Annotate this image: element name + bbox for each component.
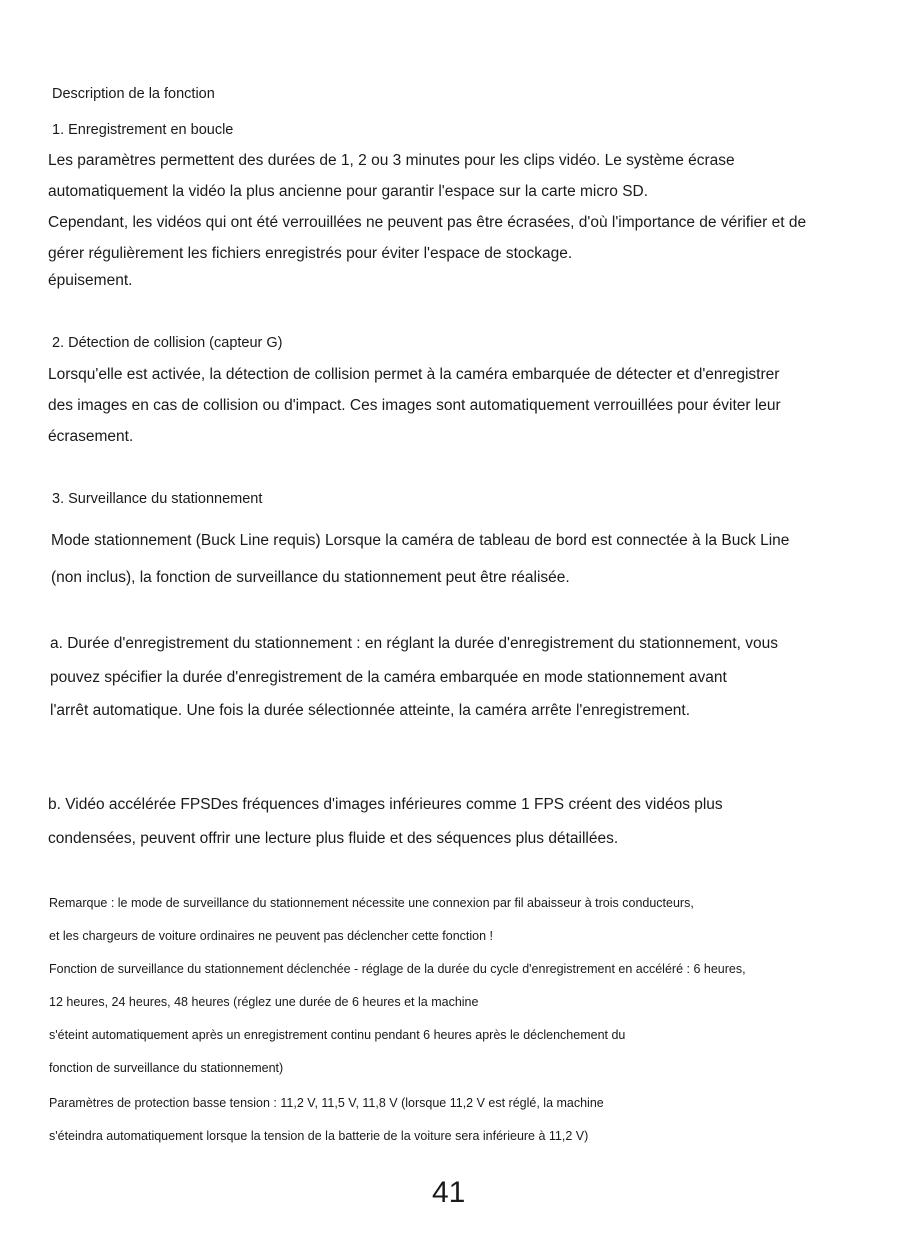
- section-1-line: épuisement.: [48, 272, 133, 289]
- section-2-line: des images en cas de collision ou d'impact. Ces images sont automatiquement verrouillées pour éviter leur: [48, 397, 781, 414]
- note-line: Fonction de surveillance du stationnement déclenchée - réglage de la durée du cycle d'enregistrement en accéléré : 6 heures,: [49, 962, 746, 976]
- section-1-title: 1. Enregistrement en boucle: [52, 122, 234, 138]
- section-2-title: 2. Détection de collision (capteur G): [52, 335, 283, 351]
- section-3a-line: a. Durée d'enregistrement du stationnement : en réglant la durée d'enregistrement du stationnement, vous: [50, 635, 778, 652]
- page-number: 41: [432, 1176, 466, 1209]
- section-1-line: gérer régulièrement les fichiers enregistrés pour éviter l'espace de stockage.: [48, 245, 573, 262]
- section-3-title: 3. Surveillance du stationnement: [52, 491, 263, 507]
- section-1-line: automatiquement la vidéo la plus ancienne pour garantir l'espace sur la carte micro SD.: [48, 183, 649, 200]
- section-3a-line: pouvez spécifier la durée d'enregistrement de la caméra embarquée en mode stationnement avant: [50, 669, 727, 686]
- section-3-intro-line: Mode stationnement (Buck Line requis) Lorsque la caméra de tableau de bord est connectée à la Buck Line: [51, 532, 790, 549]
- page-heading: Description de la fonction: [52, 86, 215, 102]
- note-line: Remarque : le mode de surveillance du stationnement nécessite une connexion par fil abaisseur à trois conducteurs,: [49, 896, 694, 910]
- note-line: 12 heures, 24 heures, 48 heures (réglez une durée de 6 heures et la machine: [49, 995, 479, 1009]
- section-3b-line: b. Vidéo accélérée FPSDes fréquences d'images inférieures comme 1 FPS créent des vidéos plus: [48, 796, 723, 813]
- note-line: Paramètres de protection basse tension : 11,2 V, 11,5 V, 11,8 V (lorsque 11,2 V est réglé, la machine: [49, 1096, 604, 1110]
- note-line: et les chargeurs de voiture ordinaires ne peuvent pas déclencher cette fonction !: [49, 929, 494, 943]
- note-line: s'éteindra automatiquement lorsque la tension de la batterie de la voiture sera inférieure à 11,2 V): [49, 1129, 589, 1143]
- note-line: fonction de surveillance du stationnement): [49, 1061, 284, 1075]
- section-3a-line: l'arrêt automatique. Une fois la durée sélectionnée atteinte, la caméra arrête l'enregistrement.: [50, 702, 691, 719]
- section-1-line: Les paramètres permettent des durées de 1, 2 ou 3 minutes pour les clips vidéo. Le système écrase: [48, 152, 735, 169]
- section-2-line: écrasement.: [48, 428, 134, 445]
- note-line: s'éteint automatiquement après un enregistrement continu pendant 6 heures après le déclenchement du: [49, 1028, 626, 1042]
- section-2-line: Lorsqu'elle est activée, la détection de collision permet à la caméra embarquée de détecter et d'enregistrer: [48, 366, 780, 383]
- section-1-line: Cependant, les vidéos qui ont été verrouillées ne peuvent pas être écrasées, d'où l'importance de vérifier et de: [48, 214, 807, 231]
- section-3-intro-line: (non inclus), la fonction de surveillance du stationnement peut être réalisée.: [51, 569, 570, 586]
- section-3b-line: condensées, peuvent offrir une lecture plus fluide et des séquences plus détaillées.: [48, 830, 619, 847]
